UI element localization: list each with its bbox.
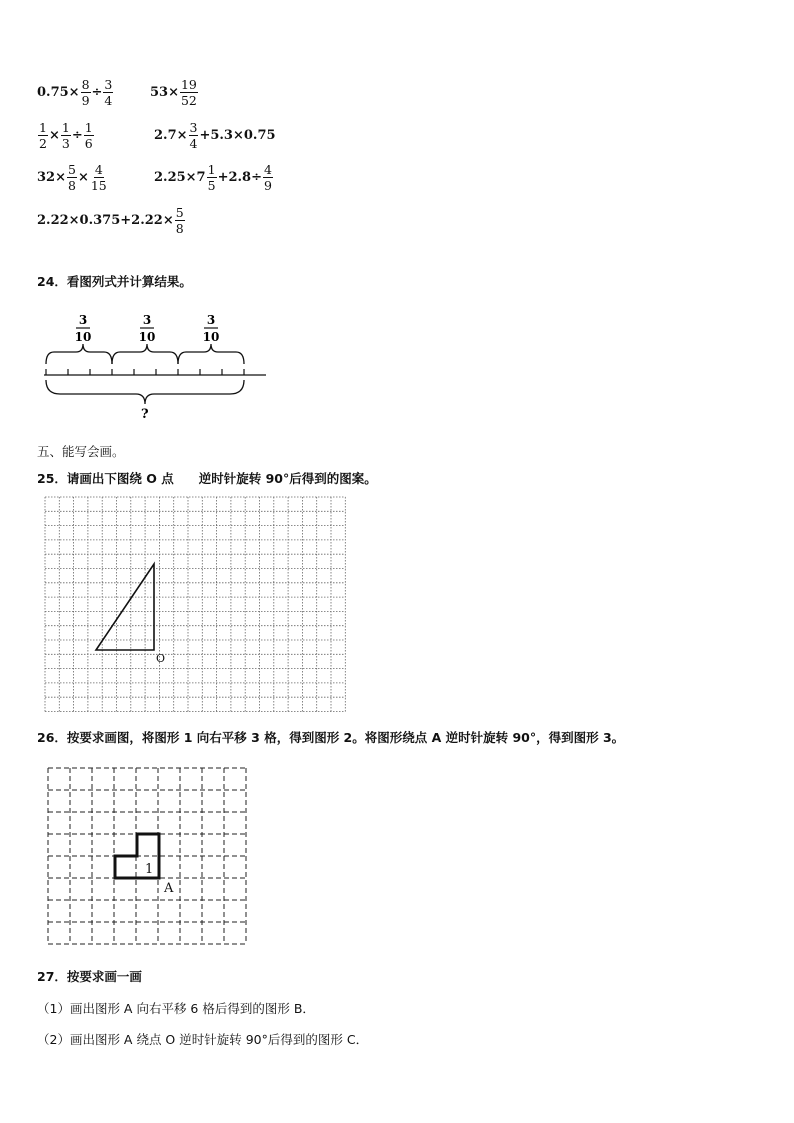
fraction-numerator: 5 xyxy=(67,162,76,177)
fraction-denominator: 5 xyxy=(207,178,216,194)
q26-grid-diagram xyxy=(46,766,252,948)
expression-text: 0.75× xyxy=(37,85,80,101)
calc-expression-3 xyxy=(37,121,95,150)
q24-segment-1-numerator: 3 xyxy=(78,313,88,327)
fraction-denominator: 3 xyxy=(61,136,70,152)
fraction-numerator: 5 xyxy=(175,205,184,220)
fraction-numerator: 1 xyxy=(39,120,47,135)
expression-text: 2.22×0.375+2.22× xyxy=(37,213,174,229)
calc-expression-6 xyxy=(154,163,274,192)
fraction-numerator: 4 xyxy=(94,162,103,177)
q24-number-line-diagram xyxy=(38,308,273,426)
q24-total-brace xyxy=(46,380,244,404)
question-27-item-2: （2）画出图形 A 绕点 O 逆时针旋转 90°后得到的图形 C． xyxy=(37,1032,369,1047)
fraction-denominator: 9 xyxy=(81,93,90,109)
fraction-numerator: 1 xyxy=(61,120,70,135)
fraction xyxy=(207,163,217,192)
expression-text: 2.25×7 xyxy=(154,170,206,186)
q26-dashed-grid xyxy=(48,768,246,944)
q24-brace-2 xyxy=(112,344,178,364)
fraction xyxy=(84,121,94,150)
fraction-numerator: 1 xyxy=(207,162,216,177)
q24-total-question-mark: ? xyxy=(141,407,149,422)
expression-text: ÷ xyxy=(71,128,83,144)
fraction-denominator: 15 xyxy=(90,178,107,194)
q25-dotted-grid xyxy=(45,497,345,712)
fraction-denominator: 52 xyxy=(180,93,197,109)
q24-segment-3-denominator: 10 xyxy=(202,330,220,344)
calc-expression-4 xyxy=(154,121,276,150)
question-26-title: 26．按要求画图，将图形 1 向右平移 3 格，得到图形 2。将图形绕点 A 逆时针旋转 90°，得到图形 3。 xyxy=(37,730,625,745)
fraction xyxy=(189,121,199,150)
expression-text: +2.8÷ xyxy=(217,170,262,186)
question-24-title: 24．看图列式并计算结果。 xyxy=(37,274,192,289)
expression-text: +5.3×0.75 xyxy=(199,128,276,144)
question-27-item-1: （1）画出图形 A 向右平移 6 格后得到的图形 B． xyxy=(37,1001,315,1016)
fraction xyxy=(38,121,48,150)
q26-figure-1-label: 1 xyxy=(145,862,154,877)
fraction-denominator: 4 xyxy=(104,93,113,109)
question-27-title: 27．按要求画一画 xyxy=(37,969,142,984)
calc-expression-2 xyxy=(150,78,199,107)
fraction-denominator: 6 xyxy=(84,136,93,152)
fraction-numerator: 19 xyxy=(180,77,197,92)
fraction-denominator: 4 xyxy=(189,136,198,152)
fraction-numerator: 8 xyxy=(81,77,90,92)
q26-point-a-label: A xyxy=(164,881,174,896)
fraction xyxy=(175,206,185,235)
q25-grid-diagram xyxy=(44,496,346,712)
question-25-title: 25．请画出下图绕 O 点 逆时针旋转 90°后得到的图案。 xyxy=(37,471,377,486)
fraction-denominator: 2 xyxy=(39,136,47,152)
q25-point-o-label: O xyxy=(156,652,166,665)
expression-text: 32× xyxy=(37,170,66,186)
q24-segment-3-numerator: 3 xyxy=(206,313,216,327)
fraction xyxy=(180,78,198,107)
fraction xyxy=(103,78,113,107)
fraction-denominator: 8 xyxy=(175,221,184,237)
expression-text: ÷ xyxy=(91,85,103,101)
fraction xyxy=(263,163,273,192)
calc-expression-1 xyxy=(37,78,114,107)
q24-segment-1-denominator: 10 xyxy=(74,330,92,344)
q24-brace-3 xyxy=(178,344,244,364)
calc-expression-5 xyxy=(37,163,109,192)
expression-text: 53× xyxy=(150,85,179,101)
fraction-numerator: 3 xyxy=(189,120,198,135)
q24-tick-marks xyxy=(46,369,244,375)
q25-triangle xyxy=(96,564,154,650)
q24-segment-2-denominator: 10 xyxy=(138,330,156,344)
fraction xyxy=(61,121,71,150)
section-5-heading: 五、能写会画。 xyxy=(37,444,125,459)
q24-segment-2-numerator: 3 xyxy=(142,313,152,327)
fraction-denominator: 9 xyxy=(263,178,272,194)
expression-text: × xyxy=(77,170,89,186)
q24-brace-1 xyxy=(46,344,112,364)
expression-text: 2.7× xyxy=(154,128,188,144)
fraction-numerator: 3 xyxy=(104,77,113,92)
fraction-numerator: 4 xyxy=(263,162,272,177)
fraction xyxy=(67,163,77,192)
fraction-numerator: 1 xyxy=(84,120,93,135)
calc-expression-7 xyxy=(37,206,186,235)
expression-text: × xyxy=(48,128,60,144)
fraction xyxy=(81,78,91,107)
fraction xyxy=(90,163,108,192)
fraction-denominator: 8 xyxy=(67,178,76,194)
